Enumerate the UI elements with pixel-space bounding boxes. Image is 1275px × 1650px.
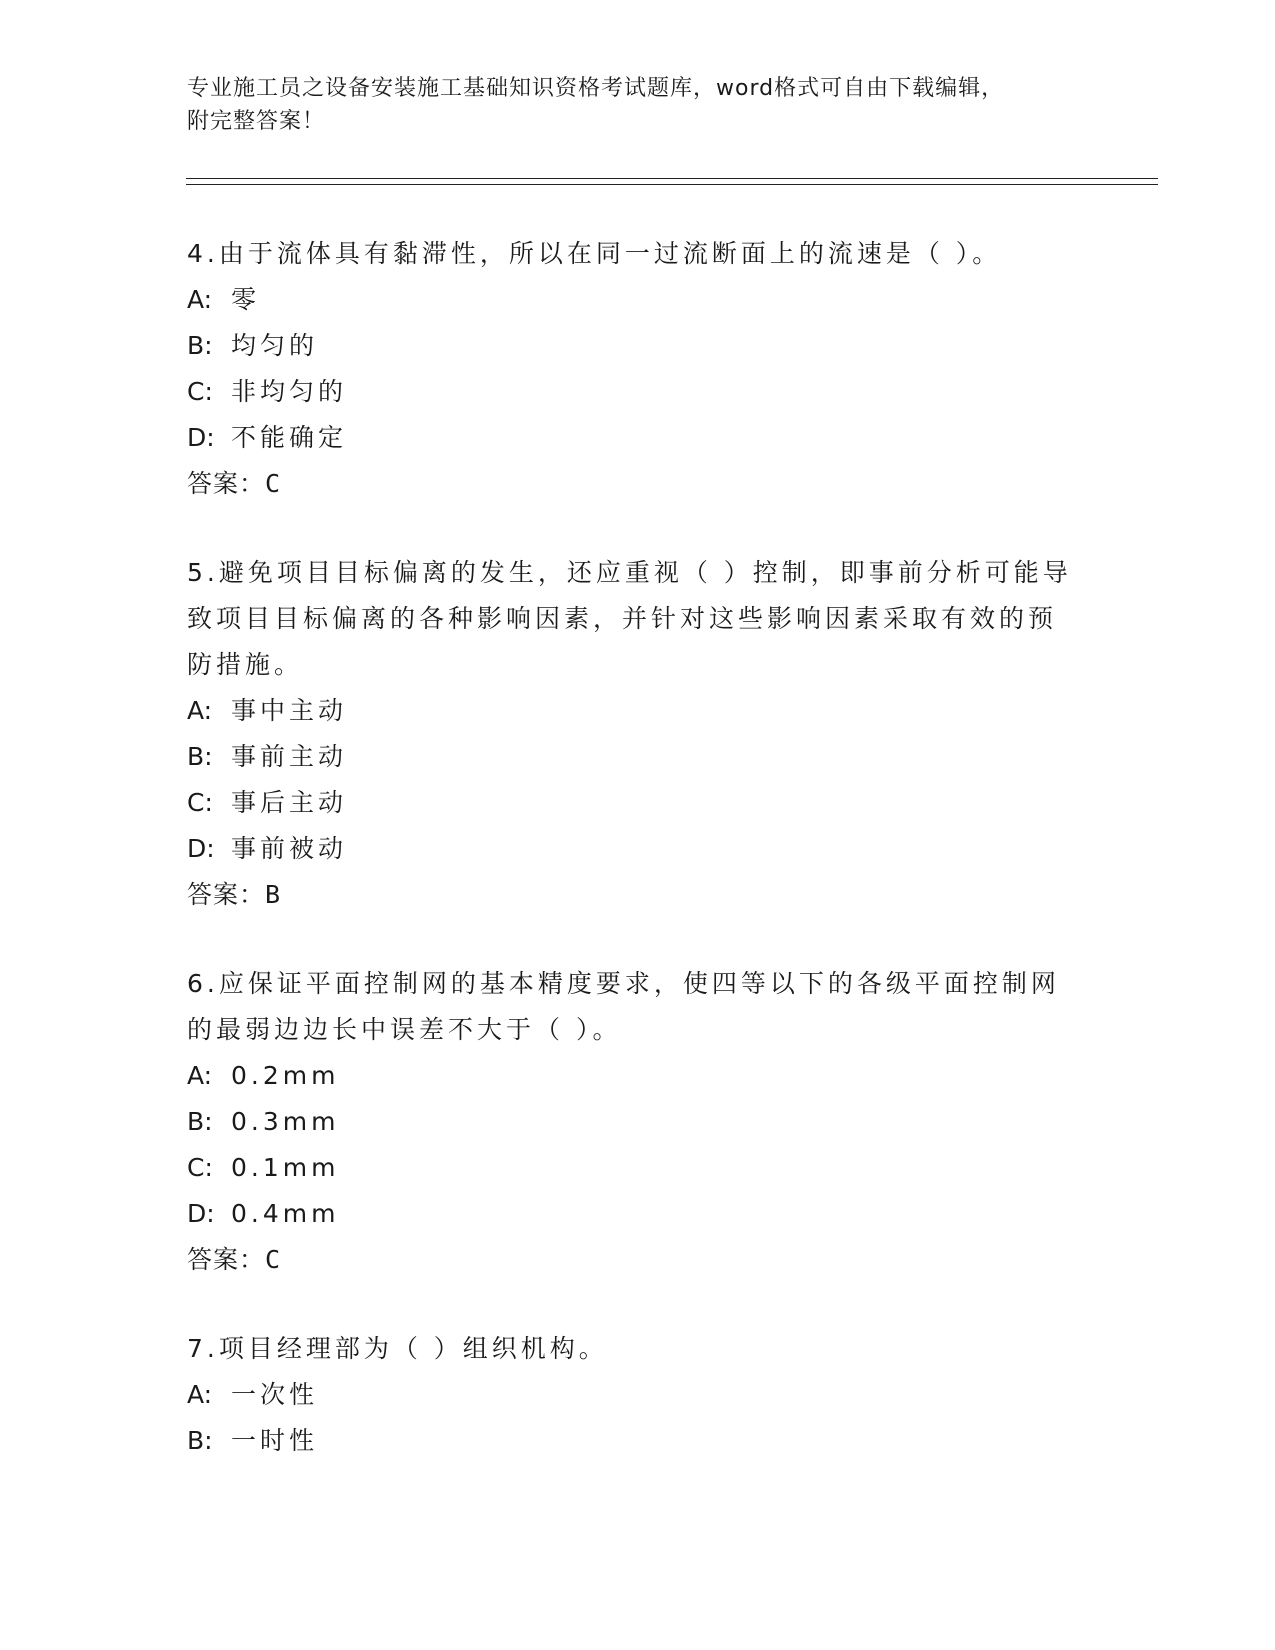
option-text: 均匀的 — [231, 331, 319, 360]
option-text: 事前主动 — [231, 742, 348, 771]
option-letter: D: — [187, 834, 215, 863]
answer-value: B — [265, 880, 282, 909]
option-letter: C: — [187, 377, 213, 406]
option-letter: A: — [187, 1061, 213, 1090]
question-stem-line: 防措施。 — [187, 650, 304, 679]
option-b — [187, 734, 1087, 780]
option-b — [187, 1418, 1087, 1464]
option-d — [187, 415, 1087, 461]
question-7 — [187, 1326, 1087, 1464]
answer-value: C — [265, 1245, 282, 1274]
answer-value: C — [265, 469, 282, 498]
option-a — [187, 1053, 1087, 1099]
answer-line — [187, 872, 1087, 918]
answer-line — [187, 1237, 1087, 1283]
option-letter: C: — [187, 788, 213, 817]
answer-line — [187, 461, 1087, 507]
question-list — [187, 231, 1087, 1507]
option-letter: A: — [187, 285, 213, 314]
question-4 — [187, 231, 1087, 507]
answer-label: 答案： — [187, 880, 266, 909]
question-stem-line: 的最弱边边长中误差不大于（ ）。 — [187, 1015, 622, 1044]
option-letter: D: — [187, 1199, 215, 1228]
option-d — [187, 826, 1087, 872]
question-6 — [187, 961, 1087, 1283]
header-line-2: 附完整答案！ — [187, 109, 326, 134]
option-letter: B: — [187, 742, 213, 771]
option-b — [187, 1099, 1087, 1145]
option-text: 0.4mm — [231, 1199, 340, 1228]
option-a — [187, 1372, 1087, 1418]
option-letter: C: — [187, 1153, 213, 1182]
option-text: 一时性 — [231, 1426, 319, 1455]
header-line-1: 专业施工员之设备安装施工基础知识资格考试题库，word格式可自由下载编辑， — [187, 76, 1005, 101]
question-stem-line: 7.项目经理部为（ ）组织机构。 — [187, 1334, 608, 1363]
option-c — [187, 780, 1087, 826]
option-a — [187, 688, 1087, 734]
answer-label: 答案： — [187, 469, 266, 498]
option-a — [187, 277, 1087, 323]
option-text: 不能确定 — [231, 423, 348, 452]
option-text: 事前被动 — [231, 834, 348, 863]
document-header — [187, 72, 1067, 138]
question-stem-line: 4.由于流体具有黏滞性，所以在同一过流断面上的流速是（ ）。 — [187, 239, 1002, 268]
option-text: 0.3mm — [231, 1107, 340, 1136]
option-letter: B: — [187, 1426, 213, 1455]
option-text: 零 — [231, 285, 261, 314]
question-stem-line: 5.避免项目目标偏离的发生，还应重视（ ）控制，即事前分析可能导 — [187, 558, 1072, 587]
option-d — [187, 1191, 1087, 1237]
question-stem-line: 6.应保证平面控制网的基本精度要求，使四等以下的各级平面控制网 — [187, 969, 1060, 998]
option-text: 事后主动 — [231, 788, 348, 817]
option-letter: D: — [187, 423, 215, 452]
question-stem-line: 致项目目标偏离的各种影响因素，并针对这些影响因素采取有效的预 — [187, 604, 1058, 633]
header-double-rule — [186, 178, 1158, 185]
option-c — [187, 1145, 1087, 1191]
question-5 — [187, 550, 1087, 918]
option-text: 事中主动 — [231, 696, 348, 725]
option-letter: B: — [187, 331, 213, 360]
option-text: 0.2mm — [231, 1061, 340, 1090]
option-c — [187, 369, 1087, 415]
option-text: 0.1mm — [231, 1153, 340, 1182]
option-letter: A: — [187, 1380, 213, 1409]
option-b — [187, 323, 1087, 369]
option-text: 非均匀的 — [231, 377, 348, 406]
option-text: 一次性 — [231, 1380, 319, 1409]
option-letter: A: — [187, 696, 213, 725]
option-letter: B: — [187, 1107, 213, 1136]
answer-label: 答案： — [187, 1245, 266, 1274]
